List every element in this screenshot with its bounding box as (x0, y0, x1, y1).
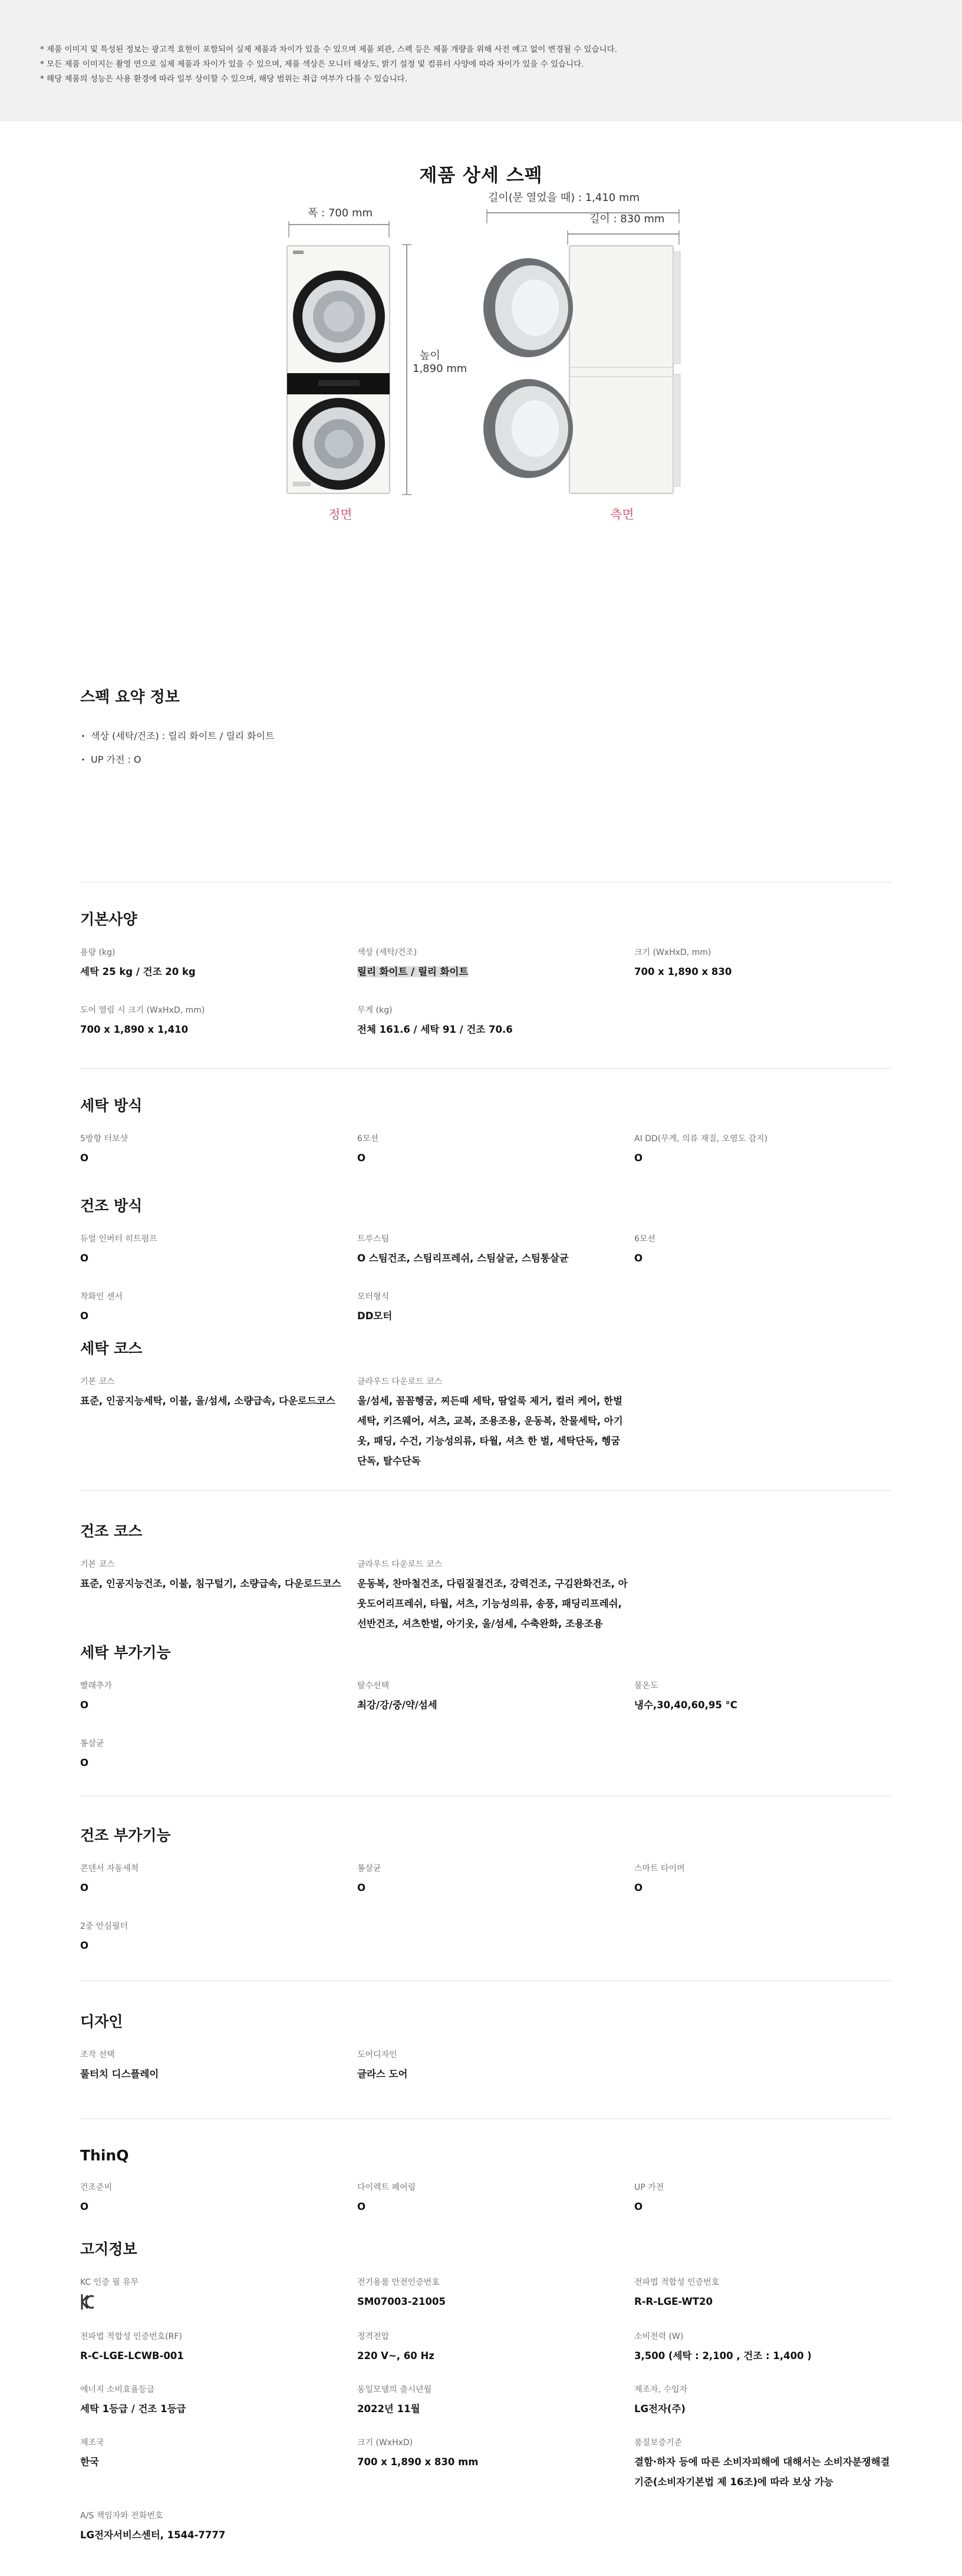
spec-item (357, 1233, 634, 1269)
spec-key: 통살균 (357, 1864, 381, 1873)
spec-value: O (634, 2201, 643, 2212)
spec-item (634, 2437, 891, 2492)
spec-item (80, 1921, 357, 1956)
spec-value: O (80, 1699, 89, 1711)
spec-value: O (634, 1152, 643, 1164)
spec-value: O (357, 2201, 366, 2212)
section-wash-extra (80, 1641, 891, 1773)
width-dimension-label: 폭 : 700 mm (308, 207, 373, 219)
spec-value: 700 x 1,890 x 1,410 (80, 1024, 189, 1035)
dimension-drawing (0, 187, 962, 558)
spec-key: 전파법 적합성 인증번호(RF) (80, 2332, 182, 2341)
kc-mark-icon (80, 2293, 95, 2311)
notice-line: * 모든 제품 이미지는 촬영 연으로 실제 제품과 차이가 있을 수 있으며, 제품 색상은 모니터 해상도, 밝기 설정 및 컴퓨터 사양에 따라 차이가 있을 수 있습니다. (40, 60, 584, 69)
spec-key: 소비전력 (W) (634, 2332, 684, 2341)
product-dimension-figure (0, 187, 962, 558)
spec-item (357, 2437, 634, 2492)
spec-item (80, 1291, 357, 1326)
section-wash-method (80, 1094, 891, 1168)
spec-key: 에너지 소비효율등급 (80, 2385, 155, 2394)
spec-item (357, 2049, 634, 2084)
spec-value: O (634, 1882, 643, 1893)
section-title: 세탁 부가기능 (80, 1644, 171, 1661)
section-divider (80, 1068, 891, 1069)
spec-item (357, 2182, 634, 2217)
spec-key: 제조국 (80, 2438, 104, 2447)
summary-title: 스펙 요약 정보 (80, 689, 180, 706)
spec-key: 물온도 (634, 1681, 658, 1691)
summary-item: · UP 가전 : O (80, 748, 891, 772)
spec-item (634, 947, 891, 982)
spec-value: 글라스 도어 (357, 2068, 408, 2080)
spec-value: 냉수,30,40,60,95 °C (634, 1699, 737, 1711)
spec-item (80, 1738, 357, 1773)
spec-key: 크기 (WxHxD, mm) (634, 948, 711, 957)
spec-item (80, 1680, 357, 1715)
spec-item (357, 2331, 634, 2366)
height-dimension-value: 1,890 mm (413, 363, 467, 375)
spec-value: O (80, 1253, 89, 1264)
section-divider (80, 1490, 891, 1491)
spec-key: 도어 열림 시 크기 (WxHxD, mm) (80, 1006, 205, 1015)
spec-key: 색상 (세탁/건조) (357, 948, 417, 957)
spec-value: 풀터치 디스플레이 (80, 2068, 159, 2080)
spec-item (357, 1376, 634, 1471)
spec-item (357, 1291, 634, 1326)
notice-line: * 해당 제품의 성능은 사용 환경에 따라 일부 상이할 수 있으며, 해당 범위는 취급 여부가 다를 수 있습니다. (40, 74, 407, 84)
spec-key: 다이렉트 페어링 (357, 2183, 416, 2192)
spec-value: O (80, 1757, 89, 1768)
spec-value: 3,500 (세탁 : 2,100 , 건조 : 1,400 ) (634, 2350, 812, 2361)
spec-value: O (80, 1882, 89, 1893)
spec-item (80, 1559, 357, 1634)
spec-item (80, 2049, 357, 2084)
spec-key: 스마트 타이머 (634, 1864, 685, 1873)
spec-value: 운동복, 찬마철건조, 다림질절건조, 강력건조, 구김완화건조, 아웃도어리프레쉬, 타월, 셔츠, 기능성의류, 송풍, 패딩리프레쉬, 선반건조, 셔츠한벌, 아기옷, 울/섬세, 수축완화, 조용조용 (357, 1578, 628, 1629)
spec-key: 품질보증기준 (634, 2438, 683, 2447)
spec-value: 전체 161.6 / 세탁 91 / 건조 70.6 (357, 1024, 513, 1035)
height-dimension-label: 높이 (420, 350, 440, 362)
spec-item (634, 2182, 891, 2217)
spec-item (80, 1004, 357, 1040)
spec-item (357, 1133, 634, 1168)
spec-value: 최강/강/중/약/섬세 (357, 1699, 437, 1711)
spec-item (80, 2331, 357, 2366)
spec-value: 2022년 11월 (357, 2403, 420, 2414)
spec-item (80, 1233, 357, 1269)
spec-value: 700 x 1,890 x 830 (634, 966, 732, 977)
spec-key: 전파법 적합성 인증번호 (634, 2278, 720, 2287)
spec-value: O (357, 1882, 366, 1893)
section-thinq (80, 2147, 891, 2217)
spec-value: 220 V~, 60 Hz (357, 2350, 434, 2361)
spec-key: 용량 (kg) (80, 948, 116, 957)
spec-value: LG전자서비스센터, 1544-7777 (80, 2529, 226, 2541)
section-wash-course (80, 1337, 891, 1471)
spec-key: 클라우드 다운로드 코스 (357, 1560, 443, 1569)
spec-value: R-C-LGE-LCWB-001 (80, 2350, 184, 2361)
spec-key: 콘덴서 자동세척 (80, 1864, 139, 1873)
spec-value: DD모터 (357, 1310, 393, 1322)
depth-open-dimension-label: 길이(문 열었을 때) : 1,410 mm (488, 192, 640, 204)
spec-item (357, 2277, 634, 2313)
spec-key: UP 가전 (634, 2183, 664, 2192)
spec-value: 울/섬세, 꼼꼼헹굼, 찌든때 세탁, 땀얼룩 제거, 컬러 케어, 한벌 세탁, 키즈웨어, 셔츠, 교복, 조용조용, 운동복, 찬물세탁, 아기옷, 패딩, 수건, 기능성의류, 타월, 셔츠 한 벌, 세탁단독, 헹굼단독, 탈수단독 (357, 1395, 623, 1467)
spec-key: 크기 (WxHxD) (357, 2438, 413, 2447)
spec-item (80, 2384, 357, 2419)
spec-key: 모터형식 (357, 1292, 390, 1302)
spec-value: LG전자(주) (634, 2403, 686, 2414)
side-view-label: 측면 (610, 508, 634, 522)
spec-item (80, 947, 357, 982)
section-dry-extra (80, 1824, 891, 1956)
spec-item (357, 947, 634, 982)
spec-value: O (80, 1152, 89, 1164)
spec-item (80, 2182, 357, 2217)
spec-value: 릴리 화이트 / 릴리 화이트 (357, 966, 469, 977)
spec-key: 빨래추가 (80, 1681, 113, 1691)
spec-value: O (80, 1310, 89, 1322)
summary-list (80, 724, 891, 772)
summary-item: · 색상 (세탁/건조) : 릴리 화이트 / 릴리 화이트 (80, 724, 891, 748)
spec-value: O (80, 2201, 89, 2212)
spec-item (80, 1133, 357, 1168)
spec-item (634, 2331, 891, 2366)
spec-value: SM07003-21005 (357, 2296, 446, 2307)
section-title: ThinQ (80, 2147, 129, 2164)
spec-value: O 스팀건조, 스팀리프레쉬, 스팀살균, 스팀통살균 (357, 1253, 569, 1264)
section-dry-method (80, 1194, 891, 1326)
spec-key: 듀얼 인버터 히트펌프 (80, 1234, 157, 1244)
spec-key: 6모션 (357, 1134, 378, 1144)
spec-item (357, 1680, 634, 1715)
spec-value: O (357, 1152, 366, 1164)
spec-item (80, 1863, 357, 1898)
spec-key: 기본 코스 (80, 1560, 115, 1569)
spec-value: 표준, 인공지능건조, 이불, 침구털기, 소량급속, 다운로드코스 (80, 1578, 341, 1589)
section-title: 디자인 (80, 2013, 123, 2030)
spec-item (634, 1133, 891, 1168)
spec-key: 건조준비 (80, 2183, 113, 2192)
spec-key: 통살균 (80, 1739, 104, 1748)
spec-key: A/S 책임자와 전화번호 (80, 2511, 163, 2521)
spec-key: 전기용품 안전인증번호 (357, 2278, 440, 2287)
spec-key: 6모션 (634, 1234, 655, 1244)
spec-summary (80, 685, 891, 772)
spec-value: 결함·하자 등에 따른 소비자피해에 대해서는 소비자분쟁해결기준(소비자기본법 제 16조)에 따라 보상 가능 (634, 2456, 890, 2488)
spec-key: 제조자, 수입자 (634, 2385, 688, 2394)
spec-key: AI DD(무게, 의류 재질, 오염도 감지) (634, 1134, 768, 1144)
spec-value: O (634, 1253, 643, 1264)
section-dry-course (80, 1520, 891, 1634)
spec-item (357, 1559, 634, 1634)
spec-key: 기본 코스 (80, 1377, 115, 1386)
section-title: 세탁 방식 (80, 1097, 143, 1114)
section-design (80, 2010, 891, 2084)
spec-item (634, 1233, 891, 1269)
spec-key: KC 인증 필 유무 (80, 2278, 139, 2287)
section-title: 건조 부가기능 (80, 1827, 171, 1844)
spec-key: 5방향 터보샷 (80, 1134, 128, 1144)
page-title: 제품 상세 스펙 (419, 165, 543, 186)
spec-key: 트루스팀 (357, 1234, 390, 1244)
spec-item (634, 1863, 891, 1898)
depth-dimension-label: 길이 : 830 mm (589, 213, 665, 225)
front-view-label: 정면 (328, 508, 352, 522)
spec-item (634, 2277, 891, 2313)
spec-item (80, 2510, 357, 2545)
spec-value: O (80, 1940, 89, 1951)
spec-value: R-R-LGE-WT20 (634, 2296, 713, 2307)
spec-value: 세탁 1등급 / 건조 1등급 (80, 2403, 186, 2414)
notice-box (0, 0, 962, 121)
spec-value: 한국 (80, 2456, 99, 2468)
section-basic (80, 908, 891, 1040)
spec-item (80, 1376, 357, 1471)
section-title: 건조 코스 (80, 1523, 143, 1540)
spec-item (634, 1680, 891, 1715)
spec-key: 무게 (kg) (357, 1006, 393, 1015)
spec-value: 세탁 25 kg / 건조 20 kg (80, 966, 196, 977)
section-title: 고지정보 (80, 2241, 137, 2258)
spec-item (357, 1004, 634, 1040)
section-title: 세탁 코스 (80, 1340, 143, 1357)
spec-item (357, 2384, 634, 2419)
spec-key: 착화인 센서 (80, 1292, 123, 1302)
spec-value: 700 x 1,890 x 830 mm (357, 2456, 479, 2468)
spec-key: 정격전압 (357, 2332, 390, 2341)
spec-key: 조작 선택 (80, 2050, 115, 2060)
spec-item (634, 2384, 891, 2419)
notice-line: * 제품 이미지 및 특성된 정보는 광고적 효현이 포함되어 실제 제품과 차이가 있을 수 있으며 제품 외관, 스펙 등은 제품 개량을 위해 사전 예고 없이 변경될 수 있습니다. (40, 45, 617, 54)
spec-key: 2중 안심필터 (80, 1922, 128, 1931)
spec-key: 동일모델의 출시년월 (357, 2385, 432, 2394)
spec-item (80, 2277, 357, 2313)
spec-item (80, 2437, 357, 2492)
spec-key: 탈수선택 (357, 1681, 390, 1691)
spec-key: 도어디자인 (357, 2050, 397, 2060)
spec-value: 표준, 인공지능세탁, 이불, 울/섬세, 소량급속, 다운로드코스 (80, 1395, 335, 1406)
spec-item (357, 1863, 634, 1898)
section-title: 기본사양 (80, 911, 137, 928)
section-notice-info (80, 2238, 891, 2545)
section-title: 건조 방식 (80, 1197, 143, 1214)
spec-key: 클라우드 다운로드 코스 (357, 1377, 443, 1386)
